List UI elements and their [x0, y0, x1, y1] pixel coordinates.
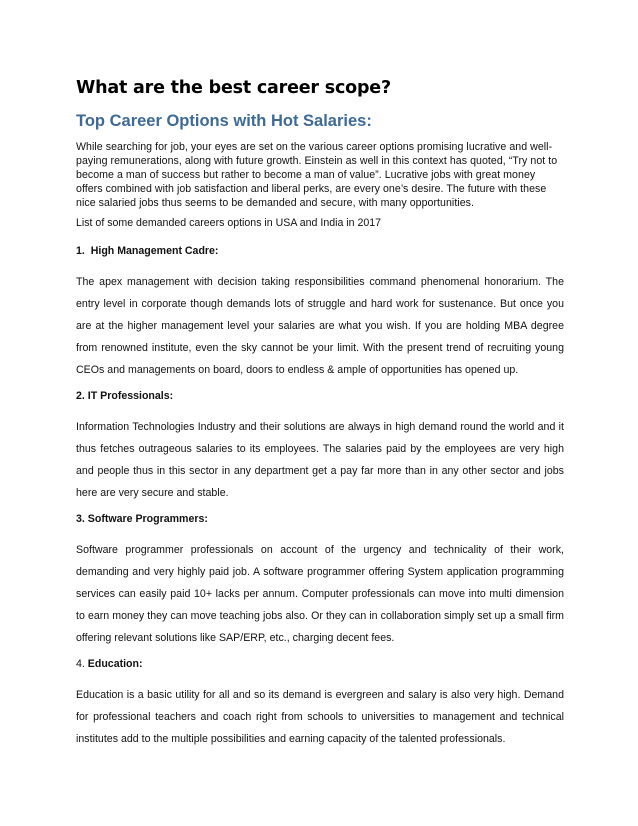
section-number: 4. [76, 658, 85, 670]
section-heading [76, 657, 564, 671]
section-body: Information Technologies Industry and their solutions are always in high demand round the world and it thus fetches outrageous salaries to its employees. The salaries paid by the employees are very high and people thus in this sector in any department get a pay far more than in any other sector and jobs here are very secure and stable. [76, 421, 564, 499]
section-heading-text: Software Programmers: [87, 513, 208, 525]
section-number: 2. [76, 390, 85, 402]
section-number: 1. [76, 245, 85, 257]
section-body: The apex management with decision taking responsibilities command phenomenal honorarium. The entry level in corporate though demands lots of struggle and hard work for sustenance. But once you are at the higher management level your salaries are what you wish. If you are holding MBA degree from renowned institute, even the sky cannot be your limit. With the present trend of recruiting young CEOs and managements on board, doors to endless & ample of opportunities has opened up. [76, 276, 564, 376]
page-subtitle: Top Career Options with Hot Salaries: [76, 112, 372, 130]
section-number: 3. [76, 513, 85, 525]
section-heading [76, 389, 564, 403]
section-heading [76, 244, 564, 258]
section-it-professionals [76, 389, 564, 504]
page-title: What are the best career scope? [76, 78, 391, 98]
section-body: Software programmer professionals on account of the urgency and technicality of their work, demanding and very highly paid job. A software programmer offering System application programming services can easily paid 10+ lacks per annum. Computer professionals can move into multi dimension to earn money they can move teaching jobs also. Or they can in collaboration simply set up a small firm offering relevant solutions like SAP/ERP, etc., charging decent fees. [76, 544, 564, 644]
section-heading [76, 512, 564, 526]
section-high-management [76, 244, 564, 381]
list-intro: List of some demanded careers options in USA and India in 2017 [76, 217, 382, 229]
section-heading-text: High Management Cadre: [90, 245, 219, 257]
section-heading-text: Education: [87, 658, 143, 670]
intro-paragraph: While searching for job, your eyes are set on the various career options promising lucrative and well-paying remunerations, along with future growth. Einstein as well in this context has quoted, “Try not to become a man of success but rather to become a man of value”. Lucrative jobs with great money offers combined with job satisfaction and liberal perks, are every one’s desire. The future with these nice salaried jobs thus seems to be demanded and secure, with many opportunities. [76, 141, 558, 209]
section-body: Education is a basic utility for all and so its demand is evergreen and salary is also very high. Demand for professional teachers and coach right from schools to universities to management and technical institutes add to the multiple possibilities and earning capacity of the talented professionals. [76, 689, 564, 745]
section-software-programmers [76, 512, 564, 649]
section-heading-text: IT Professionals: [87, 390, 174, 402]
section-education [76, 657, 564, 750]
